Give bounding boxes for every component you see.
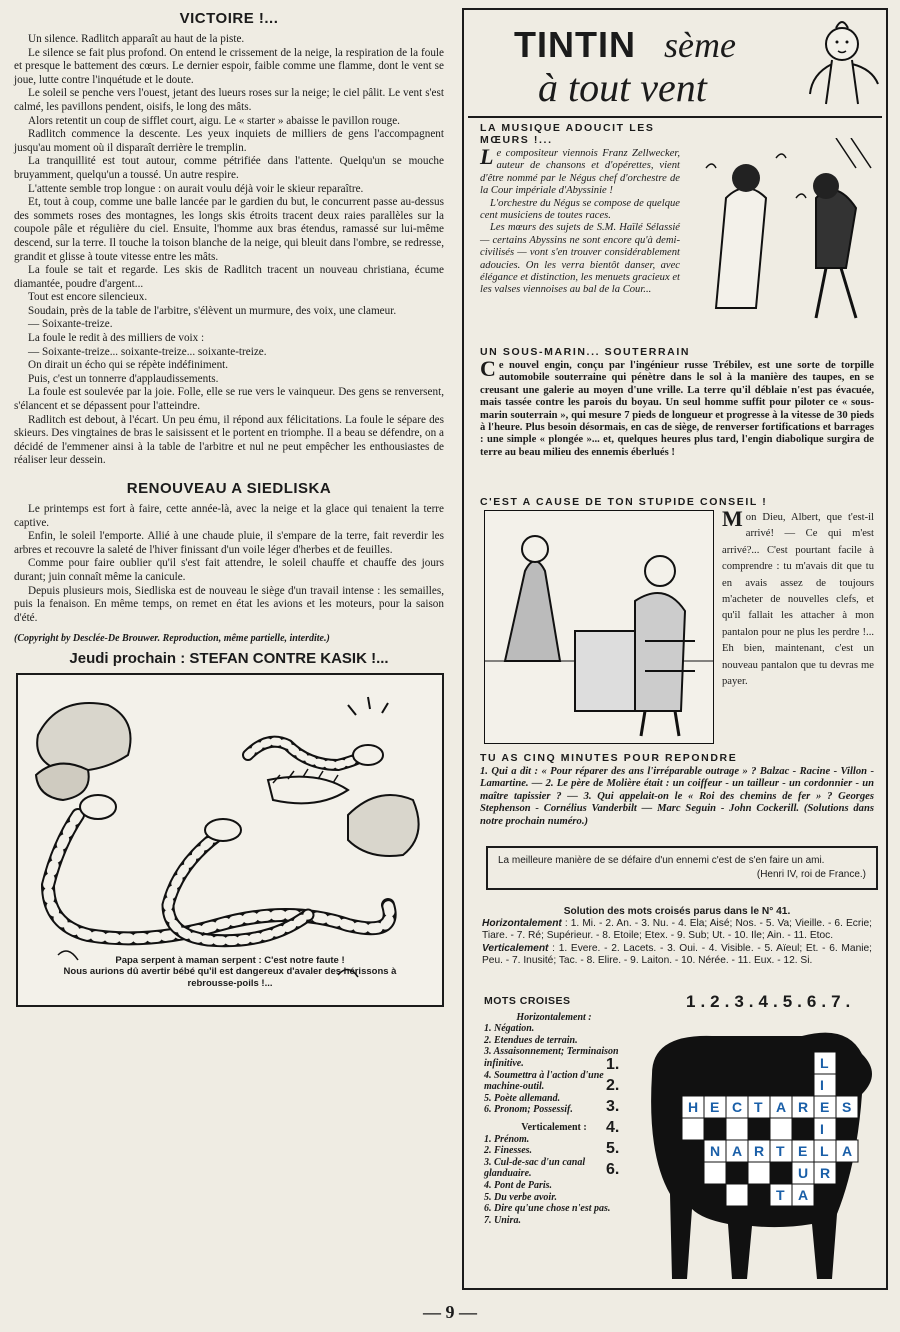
article-paragraph: 1. Qui a dit : « Pour réparer des ans l'irréparable outrage » ? Balzac - Racine - Villon - Lamartine. — 2. Le père de Molière était : un coiffeur - un tailleur - un cordonnier - un maître tapissier ? — 3. Qui appelait-on le « Roi des chemins de fer » ? Georges Stephenson - Cornélius Vanderbilt — Marc Seguin - John Cockerill. (Solutions dans notre prochain numéro.) xyxy=(480,766,874,827)
article-title: UN SOUS-MARIN... SOUTERRAIN xyxy=(480,346,691,358)
cartoon-caption xyxy=(58,955,402,990)
story-body xyxy=(14,33,444,468)
article-submarine xyxy=(480,346,874,459)
story-body-2 xyxy=(14,503,444,625)
clue: 5. Poète allemand. xyxy=(484,1092,561,1104)
crossword-letter: A xyxy=(776,1099,787,1115)
crossword-letter: E xyxy=(798,1143,808,1159)
crossword-letter: A xyxy=(842,1143,853,1159)
next-episode-title: STEFAN CONTRE KASIK !... xyxy=(189,650,389,668)
crossword-letter: T xyxy=(776,1143,785,1159)
next-episode-prefix: Jeudi prochain : xyxy=(69,650,190,668)
crossword-letter: N xyxy=(710,1143,721,1159)
key-joke-text xyxy=(722,506,874,690)
row-number: 6. xyxy=(606,1161,620,1178)
paragraph: Un silence. Radlitch apparaît au haut de la piste. xyxy=(28,33,245,45)
paragraph: Le silence se fait plus profond. On entend le crissement de la neige, la respiration de la foule et presque le battement des cœurs. Le dernier espoir, faible comme une flamme, dont le vent se joue, lutte contre l'inquétude et le doute. xyxy=(14,46,444,86)
article-title: TU AS CINQ MINUTES POUR REPONDRE xyxy=(480,752,738,764)
clue: 5. Du verbe avoir. xyxy=(484,1191,558,1203)
paragraph: La foule le redit à des milliers de voix : xyxy=(28,332,205,345)
paragraph: Puis, c'est un tonnerre d'applaudissements. xyxy=(28,372,219,385)
crossword-row-numbers xyxy=(606,1054,619,1180)
clue: 2. Finesses. xyxy=(484,1145,533,1157)
crossword-clues xyxy=(484,996,624,1226)
crossword-solution xyxy=(482,906,872,967)
crossword-cell xyxy=(748,1162,770,1184)
crossword-title: MOTS CROISES xyxy=(484,995,571,1007)
crossword-letter: T xyxy=(776,1187,785,1203)
crossword-cell xyxy=(814,1118,836,1140)
copyright-notice: (Copyright by Desclée-De Brouwer. Reproduction, même partielle, interdite.) xyxy=(14,633,330,645)
snake-head-icon xyxy=(205,819,241,841)
paragraph: Radlitch est debout, à l'écart. Un peu ému, il répond aux félicitations. La foule le sépare des skieurs. Des vingtaines de bras le saisissent et le portent en triomphe. Il a beau se défendre, on a décidé de l'emmener ainsi à la table de l'arbitre et nul ne peut empêcher les enthousiastes de réaliser leur dessein. xyxy=(14,413,444,467)
dancers-illustration xyxy=(686,138,876,338)
crossword-column-numbers: 1.2.3.4.5.6.7. xyxy=(686,992,856,1011)
crossword-letter: H xyxy=(688,1099,699,1115)
clue: 6. Pronom; Possessif. xyxy=(484,1104,573,1116)
paragraph: Depuis plusieurs mois, Siedliska est de nouveau le siège d'un travail intense : les semailles, puis la fenaison. En même temps, on remet en état les avions et les moteurs, pour la saison d'été. xyxy=(14,584,444,624)
crossword-letter: L xyxy=(820,1143,829,1159)
crossword-letter: T xyxy=(754,1099,763,1115)
row-number: 4. xyxy=(606,1119,620,1136)
next-episode xyxy=(14,650,444,667)
crossword-letter: A xyxy=(732,1143,743,1159)
paragraph: La foule se tait et regarde. Les skis de Radlitch tracent un nouveau christiana, écume diamantée, poudre d'argent... xyxy=(14,264,444,290)
article-title: LA MUSIQUE ADOUCIT LES MŒURS !... xyxy=(480,122,655,146)
right-column xyxy=(462,8,888,1290)
paragraph: L'attente semble trop longue : on aurait voulu déjà voir le skieur reparaître. xyxy=(28,182,364,195)
crossword-letter: R xyxy=(798,1099,809,1115)
banner-title-line: à tout vent xyxy=(538,65,707,110)
crossword-letter: C xyxy=(732,1099,743,1115)
solution-text: : 1. Mi. - 2. An. - 3. Nu. - 4. Ela; Aisé; Nos. - 5. Va; Vieille. - 6. Ecrie; Tiare. - 7. Ré; Supérieur. - 8. Etoile; Etex. - 9. Sub; Ut. - 10. Ile; Ain. - 11. Etoc. xyxy=(482,918,872,942)
paragraph: Alors retentit un coup de sifflet court, aigu. Le « starter » abaisse le pavillon rouge. xyxy=(28,114,400,127)
solution-text: : 1. Evere. - 2. Lacets. - 3. Oui. - 4. Visible. - 5. Aïeul; Et. - 6. Manie; Peu. - 7. Inusité; Tac. - 8. Elire. - 9. Laiton. - 10. Nérée. - 11. Eux. - 12. Si. xyxy=(482,942,872,966)
sheep-crossword-grid xyxy=(632,1014,882,1284)
paragraph: La tranquillité est tout autour, comme pétrifiée dans l'attente. Quelqu'un se mouche bruyamment, quelqu'un a toussé. Un autre respire. xyxy=(14,155,444,181)
snake-cartoon xyxy=(16,673,444,1007)
solution-title: Solution des mots croisés parus dans le N° 41. xyxy=(563,906,791,917)
left-column xyxy=(14,8,444,1007)
tintin-banner xyxy=(468,14,882,118)
article-quiz xyxy=(480,752,874,828)
crossword-letter: R xyxy=(754,1143,765,1159)
clues-heading: Verticalement : xyxy=(521,1121,587,1133)
tintin-sower-icon xyxy=(802,14,882,114)
row-number: 5. xyxy=(606,1140,620,1157)
rock-icon xyxy=(348,795,419,856)
paragraph: — Soixante-treize... soixante-treize... soixante-treize. xyxy=(28,345,267,358)
article-key-joke xyxy=(480,496,874,508)
paragraph: On dirait un écho qui se répète indéfiniment. xyxy=(28,359,229,372)
crossword-cell xyxy=(770,1118,792,1140)
paragraph: La foule est soulevée par la joie. Folle, elle se rue vers le vainqueur. Des gens se renversent, s'élancent et se dépassent pour l'atteindre. xyxy=(14,386,444,413)
article-paragraph: Mon Dieu, Albert, que t'est-il arrivé! — Ce qui m'est arrivé?... C'est pourtant facile à comprendre : tu m'avais dit que tu en avais assez de toujours m'acheter de nouvelles clefs, et qu'il fallait les attacher à mon pantalon pour ne plus les perdre !... Eh bien, maintenant, c'est un nouveau pantalon que tu devras me payer. xyxy=(722,506,874,688)
snake-head-icon xyxy=(353,745,383,765)
clue: 1. Prénom. xyxy=(484,1133,530,1145)
banner-title-word: TINTIN xyxy=(514,24,636,65)
crossword-letter: L xyxy=(820,1055,829,1071)
article-paragraph: Le compositeur viennois Franz Zellwecker, auteur de chansons et d'opérettes, vient d'être nommé par le Négus chef d'orchestre de la Cour impériale d'Abyssinie ! xyxy=(480,144,680,197)
crossword-cell xyxy=(814,1074,836,1096)
couple-barrel-drawing xyxy=(485,511,713,743)
clue: 3. Cul-de-sac d'un canal glanduaire. xyxy=(484,1156,586,1180)
row-number: 3. xyxy=(606,1098,620,1115)
cartoon-caption-line: Papa serpent à maman serpent : C'est notre faute ! xyxy=(115,954,345,966)
crossword-letter: E xyxy=(820,1099,830,1115)
crossword-cell xyxy=(726,1118,748,1140)
paragraph: Et, tout à coup, comme une balle lancée par le gardien du but, le concurrent passe au-dessus des sommets roses des montagnes, les longs skis étroits tracent deux raies parallèles sur la coupole pâle et régulière du ciel. Ensuite, l'homme aux bras étendus, ramassé sur lui-même descend, sur la terre. Il touche la toison blanche de la neige, qui bleuit dans l'ombre, se redresse, grandit et glisse à toute vitesse entre les mâts. xyxy=(14,196,444,263)
clue: 3. Assaisonnement; Terminaison infinitive. xyxy=(484,1046,619,1069)
paragraph: Enfin, le soleil l'emporte. Allié à une chaude pluie, il s'empare de la terre, fait reverdir les arbres et recouvre la saleté de l'hiver finissant d'un voile léger d'herbes et de feuilles. xyxy=(14,530,444,556)
crossword-cell xyxy=(726,1184,748,1206)
crossword-letter: I xyxy=(820,1121,824,1137)
paragraph: Comme pour faire oublier qu'il s'est fait attendre, le soleil chauffe et chauffe des jours durant; juin connaît même la canicule. xyxy=(14,557,444,583)
article-music xyxy=(480,122,680,297)
clue: 4. Soumettra à l'action d'une machine-outil. xyxy=(484,1069,604,1093)
solution-label: Verticalement xyxy=(482,942,549,954)
key-joke-illustration xyxy=(484,510,714,744)
clue: 6. Dire qu'une chose n'est pas. xyxy=(484,1203,611,1215)
rock-icon xyxy=(36,764,89,800)
row-number: 2. xyxy=(606,1077,620,1094)
section-title-renouveau: RENOUVEAU A SIEDLISKA xyxy=(126,480,332,497)
page-number: — 9 — xyxy=(423,1302,477,1322)
solution-vertical xyxy=(482,943,872,967)
crossword-cell xyxy=(704,1162,726,1184)
story-title: VICTOIRE !... xyxy=(179,10,279,27)
clue: 1. Négation. xyxy=(484,1023,535,1035)
crossword-letter: S xyxy=(842,1099,852,1115)
crossword-cell xyxy=(682,1118,704,1140)
article-paragraph: Ce nouvel engin, conçu par l'ingénieur russe Trébilev, est une sorte de torpille automobile souterraine qui pénètre dans le sol à la manière des taupes, en se creusant une galerie au moyen d'une vrille. La terre qu'il déblaie n'est pas évacuée, mais tassée contre les parois du boyau. Un seul homme suffit pour piloter ce « sous-marin souterrain », qui mesure 7 pieds de longueur et progresse à la vitesse de 30 pieds à l'heure. Plus besoin désormais, en cas de siège, de renverser fortifications et barrages : une simple « plongée »... et, quelques heures plus tard, l'engin diabolique surgira de terre au beau milieu des ennemis éberlués ! xyxy=(480,356,874,458)
clue: 7. Unira. xyxy=(484,1214,521,1226)
article-title: C'EST A CAUSE DE TON STUPIDE CONSEIL ! xyxy=(480,496,768,508)
crossword-letter: I xyxy=(820,1077,824,1093)
paragraph: Le printemps est fort à faire, cette année-là, avec la neige et la glace qui tenaient la terre captive. xyxy=(14,503,444,529)
solution-label: Horizontalement xyxy=(482,918,562,930)
quote-box xyxy=(486,846,878,890)
paragraph: Soudain, près de la table de l'arbitre, s'élèvent un murmure, des voix, une clameur. xyxy=(28,304,397,317)
crossword-letter: A xyxy=(798,1187,809,1203)
paragraph: Radlitch commence la descente. Les yeux inquiets de milliers de gens l'accompagnent jusqu'au moment où il disparaît derrière le tremplin. xyxy=(14,128,444,154)
crossword-letter: E xyxy=(710,1099,720,1115)
cartoon-caption-line: Nous aurions dû avertir bébé qu'il est dangereux d'avaler des hérissons à rebrousse-poils !... xyxy=(63,966,397,989)
hedgehog-bulge-icon xyxy=(268,777,348,804)
clues-heading: Horizontalement : xyxy=(516,1011,592,1023)
article-paragraph: Les mœurs des sujets de S.M. Haïlé Sélassié — certains Abyssins ne sont encore qu'à demi-civilisés — vont s'en trouver considérablement adoucies. On les verra bientôt danser, avec élégance et distinction, les menuets gracieux et les valses viennoises au bal de la Cour... xyxy=(480,222,680,296)
snake-head-icon xyxy=(80,795,116,819)
solution-horizontal xyxy=(482,918,872,942)
crossword-letter: R xyxy=(820,1165,831,1181)
row-number: 1. xyxy=(606,1056,620,1073)
rock-icon xyxy=(37,703,130,771)
quote-text: La meilleure manière de se défaire d'un ennemi c'est de s'en faire un ami. xyxy=(498,855,825,866)
paragraph: Le soleil se penche vers l'ouest, jetant des lueurs roses sur la neige; le ciel pâlit. Le vent s'est calmé, les pavillons pendent, oisifs, le long des mâts. xyxy=(14,87,444,113)
article-paragraph: L'orchestre du Négus se compose de quelque cent musiciens de toutes races. xyxy=(480,197,680,222)
clue: 2. Etendues de terrain. xyxy=(484,1034,578,1046)
banner-title-word: sème xyxy=(664,25,736,65)
quote-author: (Henri IV, roi de France.) xyxy=(756,869,866,880)
paragraph: — Soixante-treize. xyxy=(28,318,113,331)
crossword-letter: U xyxy=(798,1165,809,1181)
surprise-lines-icon xyxy=(348,697,388,715)
clue: 4. Pont de Paris. xyxy=(484,1179,553,1191)
paragraph: Tout est encore silencieux. xyxy=(28,291,148,304)
